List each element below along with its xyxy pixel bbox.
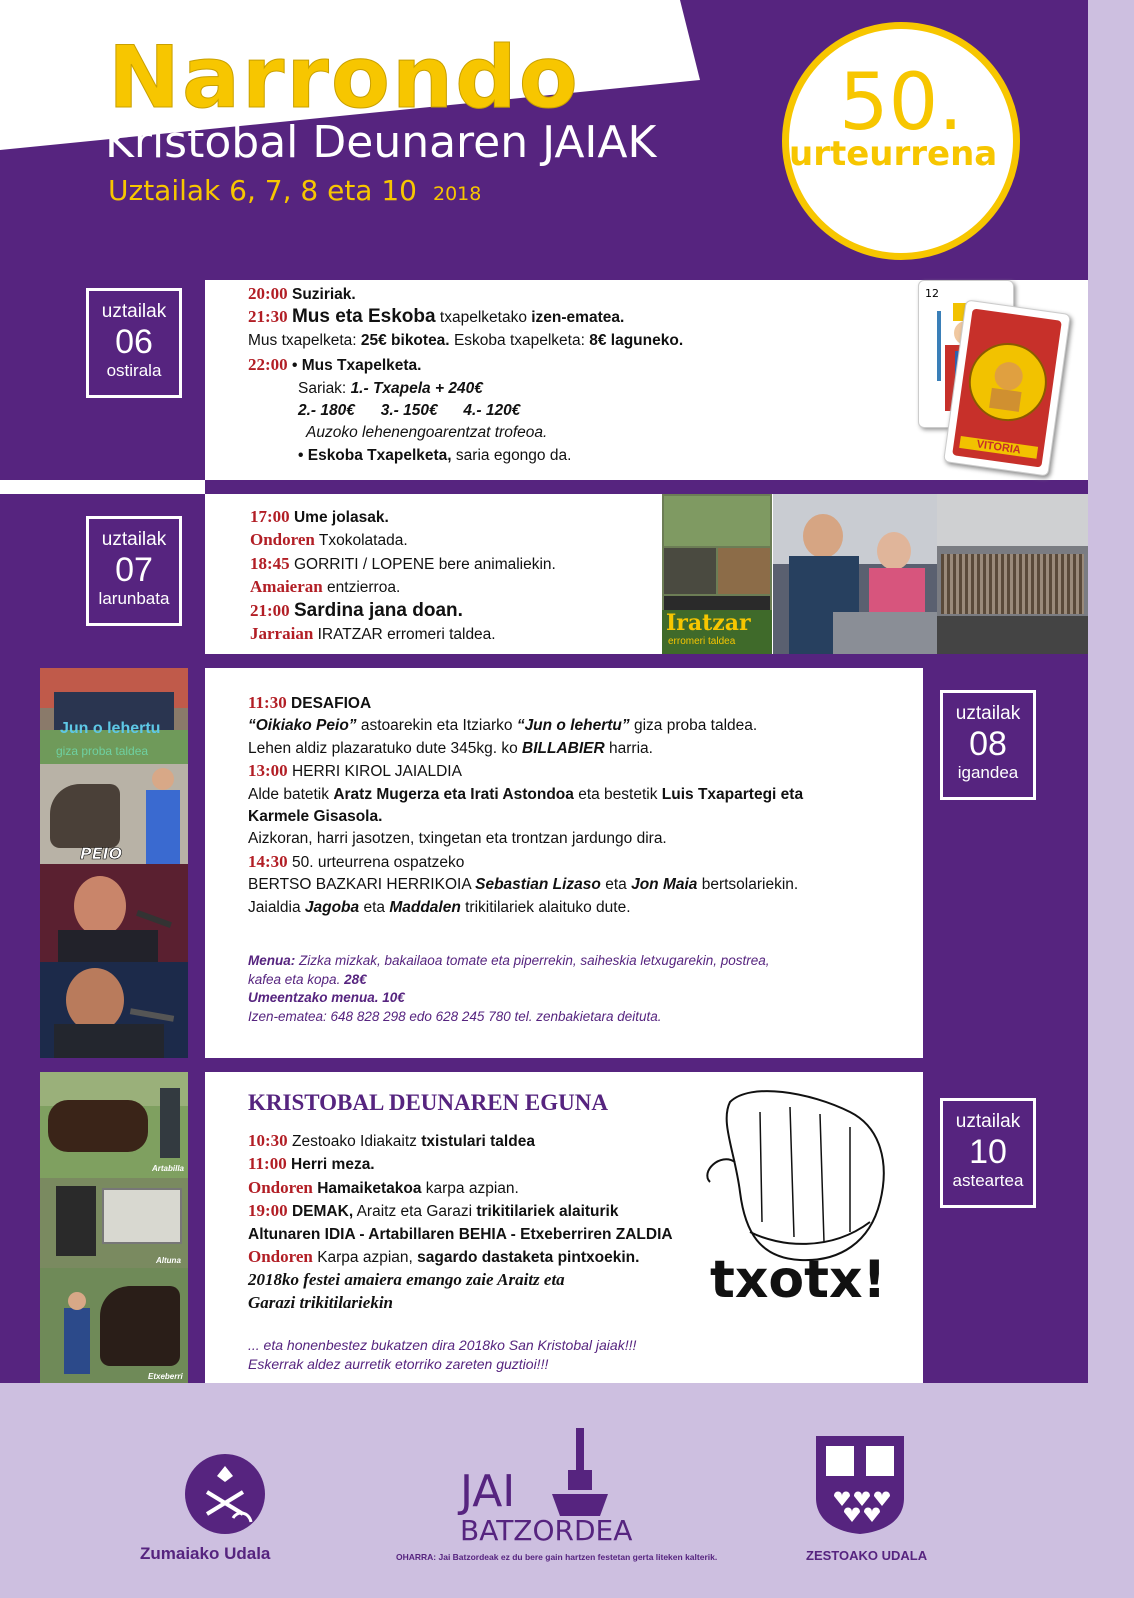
card-vitoria — [943, 299, 1071, 476]
date-box-07: uztailak 07 larunbata — [86, 516, 182, 626]
donkey-photo: PEIO — [40, 764, 188, 864]
animals-collage-photo — [662, 494, 772, 654]
day08-divider — [0, 1058, 1088, 1072]
day07-divider — [205, 654, 1088, 668]
day08-left-strip — [0, 668, 40, 1058]
jai-batzordea-tower-icon — [548, 1424, 612, 1518]
day06-program: 20:00 Suziriak. 21:30 Mus eta Eskoba txapelketako izen-ematea. Mus txapelketa: 25€ bikotea. Eskoba txapelketa: 8€ laguneko. 22:00 • Mus Txapelketa. Sariak: 1.- Txapela + 240€ 2.- 180€ 3.- 150€ 4.- 120€ Auzoko lehenengoarentzat trofeoa. • Eskoba Txapelketa, saria egongo da. — [248, 284, 684, 464]
ox-photo: Altuna — [40, 1178, 188, 1268]
batzordea-label: BATZORDEA — [460, 1514, 633, 1547]
cider-barrel-drawing-icon — [690, 1072, 910, 1312]
zestoa-label: ZESTOAKO UDALA — [806, 1548, 928, 1563]
cow-photo: Artabilla — [40, 1072, 188, 1178]
iratzar-banner: Iratzar erromeri taldea — [662, 610, 772, 654]
date-box-10: uztailak 10 asteartea — [940, 1098, 1036, 1208]
festival-dates: Uztailak 6, 7, 8 eta 10 2018 — [108, 174, 482, 207]
zumaia-label: Zumaiako Udala — [140, 1544, 271, 1563]
bertsolari1-photo — [40, 864, 188, 962]
day10-heading: KRISTOBAL DEUNAREN EGUNA — [248, 1090, 608, 1115]
right-margin-band — [1088, 0, 1134, 1598]
day08-left-strip2 — [188, 668, 205, 1058]
grill-photo — [937, 494, 1088, 654]
jai-label: JAI — [460, 1466, 516, 1517]
closing-note: ... eta honenbestez bukatzen dira 2018ko San Kristobal jaiak!!! Eskerrak aldez aurretik etorriko zareten guztioi!!! — [248, 1337, 637, 1372]
day10-left-strip2 — [188, 1072, 205, 1383]
day06-divider — [205, 480, 1088, 494]
day10-program: 10:30 Zestoako Idiakaitz txistulari taldea 11:00 Herri meza. Ondoren Hamaiketakoa karpa azpian. 19:00 DEMAK, Araitz eta Garazi trikitilariek alaiturik Altunaren IDIA - Artabillaren BEHIA - Etxeberriren ZALDIA Ondoren Karpa azpian, sagardo dastaketa pintxoekin. 2018ko festei amaiera emango zaie Araitz eta Garazi trikitilariekin — [248, 1131, 673, 1312]
date-box-06: uztailak 06 ostirala — [86, 288, 182, 398]
day07-program: 17:00 Ume jolasak. Ondoren Txokolatada. 18:45 GORRITI / LOPENE bere animaliekin. Amaieran entzierroa. 21:00 Sardina jana doan. Jarraian IRATZAR erromeri taldea. — [250, 507, 556, 644]
day10-left-strip — [0, 1072, 40, 1383]
giza-proba-photo: Jun o lehertu giza proba taldea — [40, 668, 188, 764]
anniversary-label: urteurrena — [789, 134, 998, 174]
anniversary-badge — [782, 22, 1020, 260]
zestoa-shield-icon — [812, 1432, 908, 1536]
sardine-cooks-photo — [773, 494, 937, 654]
page-subtitle: Kristobal Deunaren JAIAK — [105, 117, 657, 168]
bertsolari2-photo — [40, 962, 188, 1058]
disclaimer-note: OHARRA: Jai Batzordeak ez du bere gain hartzen festetan gerta liteken kalterik. — [396, 1552, 718, 1562]
svg-text:12: 12 — [925, 287, 939, 300]
svg-text:txotx!: txotx! — [710, 1250, 887, 1310]
day08-program: 11:30 DESAFIOA “Oikiako Peio” astoarekin eta Itziarko “Jun o lehertu” giza proba taldea. Lehen aldiz plazaratuko dute 345kg. ko BILLABIER harria. 13:00 HERRI KIROL JAIALDIA Alde batetik Aratz Mugerza eta Irati Astondoa eta bestetik Luis Txapartegi eta Karmele Gisasola. Aizkoran, harri jasotzen, txingetan eta trontzan jardungo dira. 14:30 50. urteurrena ospatzeko BERTSO BAZKARI HERRIKOIA Sebastian Lizaso eta Jon Maia bertsolariekin. Jaialdia Jagoba eta Maddalen trikitilariek alaituko dute. — [248, 693, 804, 916]
anniversary-number: 50. — [838, 58, 964, 148]
date-box-08: uztailak 08 igandea — [940, 690, 1036, 800]
horse-photo: Etxeberri — [40, 1268, 188, 1383]
page-title: Narrondo — [108, 28, 580, 128]
zumaia-logo-icon — [183, 1452, 267, 1536]
day08-menu: Menua: Zizka mizkak, bakailaoa tomate eta piperrekin, saiheskia letxugarekin, postrea, kafea eta kopa. 28€ Umeentzako menua. 10€ Izen-ematea: 648 828 298 edo 628 245 780 tel. zenbakietara deituta. — [248, 953, 770, 1024]
card-label: VITORIA — [959, 436, 1038, 459]
